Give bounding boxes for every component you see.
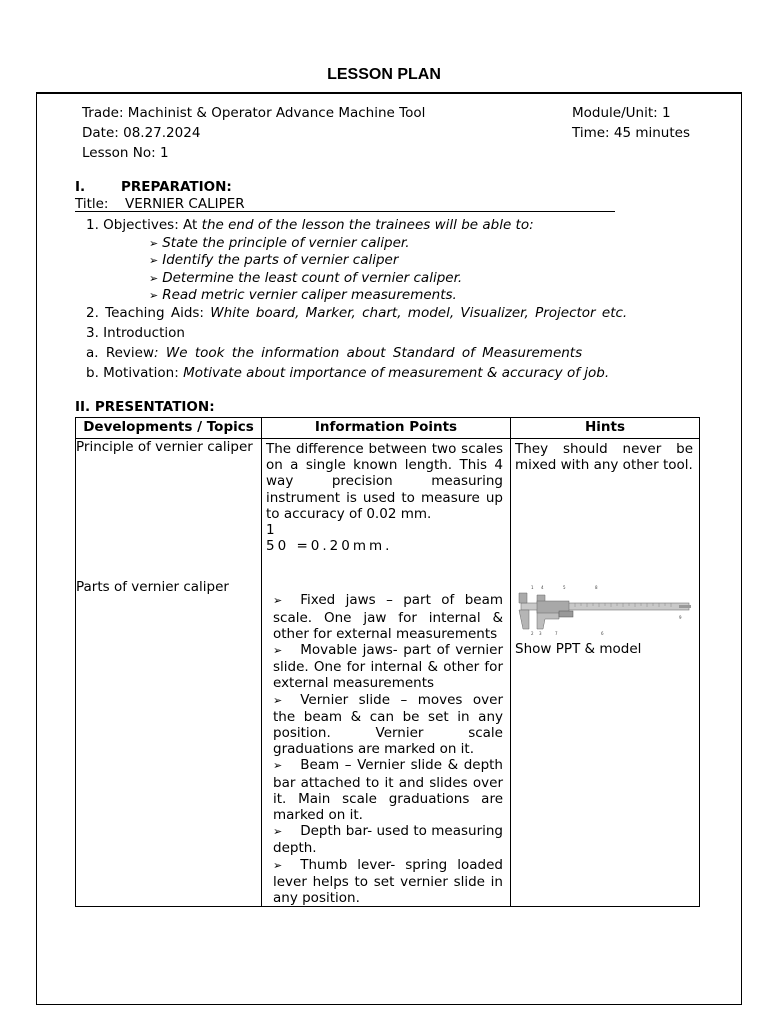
time-line: Time: 45 minutes: [572, 125, 690, 141]
arrow-bullet-icon: ➢: [273, 644, 283, 658]
objectives-line: [86, 216, 534, 235]
objectives-intro: the end of the lesson the trainees will be able to:: [201, 217, 534, 233]
arrow-bullet-icon: ➢: [273, 693, 283, 707]
lesson-title-label: Title:: [75, 196, 109, 212]
arrow-bullet-icon: ➢: [149, 254, 159, 267]
part-text: Beam – Vernier slide & depth bar attached to it and slides over it. Main scale graduations are marked on it.: [273, 757, 503, 824]
svg-text:1: 1: [531, 585, 534, 591]
part-item: [273, 692, 503, 758]
preparation-numeral: I.: [75, 179, 86, 195]
teaching-aids-label: 2. Teaching Aids:: [86, 305, 204, 321]
column-header: Hints: [511, 418, 700, 439]
title-underline: [75, 211, 615, 212]
page-title: LESSON PLAN: [327, 66, 441, 83]
part-text: Vernier slide – moves over the beam & can be set in any position. Vernier scale graduations are marked on it.: [273, 691, 503, 758]
motivation-label: b. Motivation:: [86, 365, 179, 381]
arrow-bullet-icon: ➢: [149, 272, 159, 285]
introduction-line: 3. Introduction: [86, 325, 185, 341]
vernier-caliper-image: [515, 583, 693, 637]
svg-text:5: 5: [563, 585, 566, 591]
arrow-bullet-icon: ➢: [273, 858, 283, 872]
svg-text:3: 3: [539, 631, 542, 637]
part-item: [273, 857, 503, 907]
objective-item: [149, 251, 398, 270]
trade-line: Trade: Machinist & Operator Advance Machine Tool: [82, 105, 426, 121]
objective-text: Determine the least count of vernier caliper.: [162, 270, 463, 286]
teaching-aids-value: White board, Marker, chart, model, Visualizer, Projector etc.: [210, 305, 628, 321]
objective-item: [149, 286, 457, 305]
review-line: [86, 344, 582, 363]
review-label: a. Review: [86, 345, 155, 361]
part-text: Depth bar- used to measuring depth.: [273, 823, 503, 857]
hints-cell: [511, 439, 700, 907]
objective-text: State the principle of vernier caliper.: [162, 235, 410, 251]
objective-text: Identify the parts of vernier caliper: [162, 252, 399, 268]
topic-parts: Parts of vernier caliper: [76, 579, 229, 596]
motivation-value: Motivate about importance of measurement & accuracy of job.: [183, 365, 610, 381]
lesson-no-line: Lesson No: 1: [82, 145, 169, 161]
arrow-bullet-icon: ➢: [149, 289, 159, 302]
column-header: Developments / Topics: [76, 418, 262, 439]
teaching-aids-line: [86, 304, 627, 323]
part-item: [273, 642, 503, 692]
arrow-bullet-icon: ➢: [273, 759, 283, 773]
formula-result: 50 =0.20mm.: [266, 538, 393, 555]
formula-numerator: 1: [266, 522, 275, 539]
part-text: Fixed jaws – part of beam scale. One jaw for internal & other for external measurements: [273, 592, 503, 642]
svg-text:4: 4: [541, 585, 544, 591]
presentation-table: [75, 417, 700, 907]
table-header-row: [76, 418, 700, 439]
lesson-title-value: VERNIER CALIPER: [125, 196, 245, 212]
svg-text:6: 6: [601, 631, 604, 637]
presentation-heading: II. PRESENTATION:: [75, 399, 215, 415]
module-line: Module/Unit: 1: [572, 105, 671, 121]
table-row: [76, 439, 700, 907]
arrow-bullet-icon: ➢: [273, 825, 283, 839]
part-item: [273, 823, 503, 856]
column-header: Information Points: [262, 418, 511, 439]
svg-text:7: 7: [555, 631, 558, 637]
principle-info: The difference between two scales on a single known length. This 4 way precision measuring instrument is used to measure up to accuracy of 0.02 mm.: [266, 441, 503, 522]
arrow-bullet-icon: ➢: [149, 237, 159, 250]
part-text: Thumb lever- spring loaded lever helps to set vernier slide in any position.: [273, 856, 503, 907]
svg-text:2: 2: [531, 631, 534, 637]
svg-text:9: 9: [679, 615, 682, 621]
review-value: : We took the information about Standard of: [154, 345, 475, 361]
svg-text:8: 8: [595, 585, 598, 591]
preparation-heading: PREPARATION:: [121, 179, 232, 195]
topic-principle: Principle of vernier caliper: [76, 439, 253, 455]
parts-list: [273, 592, 503, 906]
objectives-label: 1. Objectives: At: [86, 217, 198, 233]
info-cell: [262, 439, 511, 907]
part-text: Movable jaws- part of vernier slide. One for internal & other for external measurements: [273, 642, 503, 692]
part-item: [273, 592, 503, 642]
part-item: [273, 757, 503, 823]
hint-parts: Show PPT & model: [515, 641, 642, 658]
review-tail: Measurements: [482, 345, 583, 361]
arrow-bullet-icon: ➢: [273, 594, 283, 608]
objective-text: Read metric vernier caliper measurements.: [162, 287, 457, 303]
hint-principle: They should never be mixed with any other tool.: [515, 441, 693, 474]
date-line: Date: 08.27.2024: [82, 125, 201, 141]
topic-cell: [76, 439, 262, 907]
motivation-line: [86, 364, 609, 383]
